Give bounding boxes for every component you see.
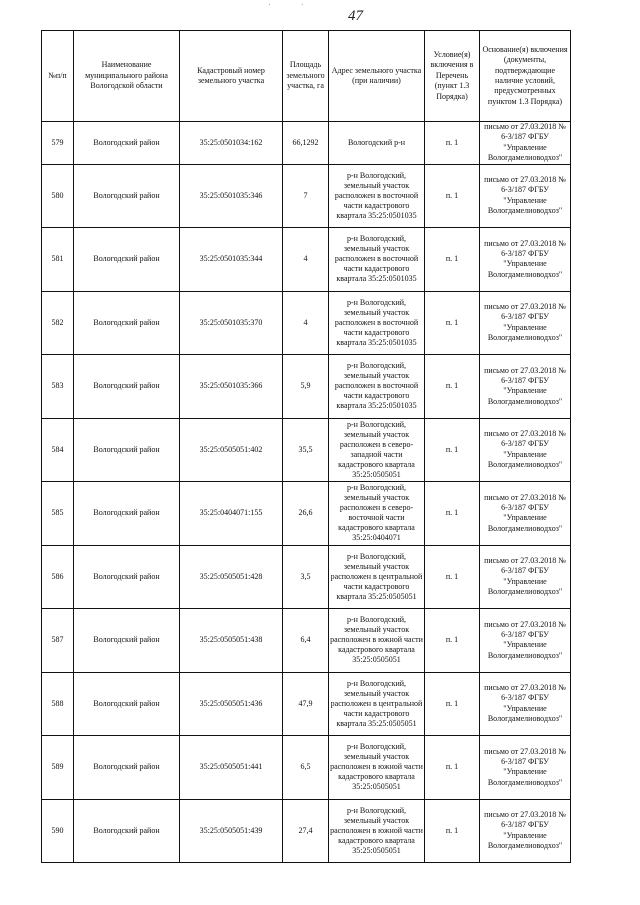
row-number: 581 xyxy=(42,228,74,292)
cadastral-number: 35:25:0505051:436 xyxy=(180,672,283,736)
row-number: 584 xyxy=(42,418,74,482)
inclusion-basis: письмо от 27.03.2018 № 6-3/187 ФГБУ "Управление Вологдамелиоводхоз" xyxy=(480,799,571,863)
inclusion-condition: п. 1 xyxy=(425,672,480,736)
inclusion-basis: письмо от 27.03.2018 № 6-3/187 ФГБУ "Управление Вологдамелиоводхоз" xyxy=(480,291,571,355)
table-row xyxy=(42,355,571,419)
header-basis: Основание(я) включения (документы, подтверждающие наличие условий, предусмотренных пунктом 1.3 Порядка) xyxy=(480,31,571,122)
cadastral-number: 35:25:0505051:439 xyxy=(180,799,283,863)
header-district: Наименование муниципального района Вологодской области xyxy=(74,31,180,122)
cadastral-number: 35:25:0505051:402 xyxy=(180,418,283,482)
district-name: Вологодский район xyxy=(74,122,180,165)
row-number: 586 xyxy=(42,545,74,609)
table-row xyxy=(42,418,571,482)
plot-area: 6,4 xyxy=(283,609,329,673)
inclusion-condition: п. 1 xyxy=(425,799,480,863)
row-number: 585 xyxy=(42,482,74,546)
inclusion-basis: письмо от 27.03.2018 № 6-3/187 ФГБУ "Управление Вологдамелиоводхоз" xyxy=(480,228,571,292)
plot-area: 6,5 xyxy=(283,736,329,800)
inclusion-basis: письмо от 27.03.2018 № 6-3/187 ФГБУ "Управление Вологдамелиоводхоз" xyxy=(480,545,571,609)
inclusion-basis: письмо от 27.03.2018 № 6-3/187 ФГБУ "Управление Вологдамелиоводхоз" xyxy=(480,355,571,419)
header-cadastral: Кадастровый номер земельного участка xyxy=(180,31,283,122)
plot-area: 7 xyxy=(283,164,329,228)
cadastral-number: 35:25:0501035:370 xyxy=(180,291,283,355)
inclusion-condition: п. 1 xyxy=(425,736,480,800)
table-row xyxy=(42,545,571,609)
page-number: 47 xyxy=(348,8,363,24)
header-num: №п/п xyxy=(42,31,74,122)
district-name: Вологодский район xyxy=(74,672,180,736)
table-row xyxy=(42,609,571,673)
district-name: Вологодский район xyxy=(74,418,180,482)
table-row xyxy=(42,122,571,165)
district-name: Вологодский район xyxy=(74,164,180,228)
plot-area: 5,9 xyxy=(283,355,329,419)
plot-address: р-н Вологодский, земельный участок расположен в центральной части кадастрового квартала 35:25:0505051 xyxy=(329,545,425,609)
district-name: Вологодский район xyxy=(74,482,180,546)
plot-address: р-н Вологодский, земельный участок расположен в южной части кадастрового квартала 35:25:0505051 xyxy=(329,799,425,863)
table-header xyxy=(42,31,571,122)
plot-address: р-н Вологодский, земельный участок расположен в северо-западной части кадастрового квартала 35:25:0505051 xyxy=(329,418,425,482)
row-number: 580 xyxy=(42,164,74,228)
inclusion-condition: п. 1 xyxy=(425,164,480,228)
plot-area: 26,6 xyxy=(283,482,329,546)
inclusion-condition: п. 1 xyxy=(425,609,480,673)
table-row xyxy=(42,672,571,736)
inclusion-condition: п. 1 xyxy=(425,545,480,609)
plot-address: р-н Вологодский, земельный участок расположен в южной части кадастрового квартала 35:25:0505051 xyxy=(329,736,425,800)
cadastral-number: 35:25:0505051:438 xyxy=(180,609,283,673)
inclusion-basis: письмо от 27.03.2018 № 6-3/187 ФГБУ "Управление Вологдамелиоводхоз" xyxy=(480,609,571,673)
inclusion-condition: п. 1 xyxy=(425,122,480,165)
inclusion-basis: письмо от 27.03.2018 № 6-3/187 ФГБУ "Управление Вологдамелиоводхоз" xyxy=(480,736,571,800)
plot-address: р-н Вологодский, земельный участок расположен в восточной части кадастрового квартала 35:25:0501035 xyxy=(329,228,425,292)
plot-area: 27,4 xyxy=(283,799,329,863)
cadastral-number: 35:25:0501035:346 xyxy=(180,164,283,228)
inclusion-basis: письмо от 27.03.2018 № 6-3/187 ФГБУ "Управление Вологдамелиоводхоз" xyxy=(480,418,571,482)
district-name: Вологодский район xyxy=(74,609,180,673)
district-name: Вологодский район xyxy=(74,736,180,800)
cadastral-number: 35:25:0501035:344 xyxy=(180,228,283,292)
row-number: 582 xyxy=(42,291,74,355)
plot-area: 35,5 xyxy=(283,418,329,482)
inclusion-condition: п. 1 xyxy=(425,228,480,292)
inclusion-condition: п. 1 xyxy=(425,418,480,482)
plot-area: 47,9 xyxy=(283,672,329,736)
cadastral-number: 35:25:0505051:441 xyxy=(180,736,283,800)
district-name: Вологодский район xyxy=(74,799,180,863)
inclusion-condition: п. 1 xyxy=(425,482,480,546)
plot-address: р-н Вологодский, земельный участок расположен в восточной части кадастрового квартала 35:25:0501035 xyxy=(329,355,425,419)
plot-address: р-н Вологодский, земельный участок расположен в центральной части кадастрового квартала 35:25:0505051 xyxy=(329,672,425,736)
table-row xyxy=(42,228,571,292)
plot-address: Вологодский р-н xyxy=(329,122,425,165)
row-number: 589 xyxy=(42,736,74,800)
plot-address: р-н Вологодский, земельный участок расположен в восточной части кадастрового квартала 35:25:0501035 xyxy=(329,164,425,228)
table-row xyxy=(42,799,571,863)
row-number: 590 xyxy=(42,799,74,863)
cadastral-number: 35:25:0505051:428 xyxy=(180,545,283,609)
inclusion-condition: п. 1 xyxy=(425,291,480,355)
table-row xyxy=(42,736,571,800)
table-row xyxy=(42,291,571,355)
inclusion-basis: письмо от 27.03.2018 № 6-3/187 ФГБУ "Управление Вологдамелиоводхоз" xyxy=(480,122,571,165)
row-number: 587 xyxy=(42,609,74,673)
inclusion-basis: письмо от 27.03.2018 № 6-3/187 ФГБУ "Управление Вологдамелиоводхоз" xyxy=(480,672,571,736)
plot-area: 4 xyxy=(283,228,329,292)
plot-area: 3,5 xyxy=(283,545,329,609)
cadastral-number: 35:25:0404071:155 xyxy=(180,482,283,546)
inclusion-condition: п. 1 xyxy=(425,355,480,419)
district-name: Вологодский район xyxy=(74,228,180,292)
district-name: Вологодский район xyxy=(74,355,180,419)
scan-marks: · · xyxy=(268,0,318,9)
plot-area: 66,1292 xyxy=(283,122,329,165)
plot-area: 4 xyxy=(283,291,329,355)
row-number: 583 xyxy=(42,355,74,419)
inclusion-basis: письмо от 27.03.2018 № 6-3/187 ФГБУ "Управление Вологдамелиоводхоз" xyxy=(480,164,571,228)
plot-address: р-н Вологодский, земельный участок расположен в северо-восточной части кадастрового квартала 35:25:0404071 xyxy=(329,482,425,546)
header-condition: Условие(я) включения в Перечень (пункт 1.3 Порядка) xyxy=(425,31,480,122)
district-name: Вологодский район xyxy=(74,291,180,355)
plot-address: р-н Вологодский, земельный участок расположен в южной части кадастрового квартала 35:25:0505051 xyxy=(329,609,425,673)
cadastral-number: 35:25:0501035:366 xyxy=(180,355,283,419)
cadastral-number: 35:25:0501034:162 xyxy=(180,122,283,165)
table-body xyxy=(42,122,571,863)
district-name: Вологодский район xyxy=(74,545,180,609)
row-number: 579 xyxy=(42,122,74,165)
land-plot-registry-table xyxy=(41,30,571,863)
header-address: Адрес земельного участка (при наличии) xyxy=(329,31,425,122)
header-area: Площадь земельного участка, га xyxy=(283,31,329,122)
inclusion-basis: письмо от 27.03.2018 № 6-3/187 ФГБУ "Управление Вологдамелиоводхоз" xyxy=(480,482,571,546)
plot-address: р-н Вологодский, земельный участок расположен в восточной части кадастрового квартала 35:25:0501035 xyxy=(329,291,425,355)
row-number: 588 xyxy=(42,672,74,736)
table-row xyxy=(42,164,571,228)
table-row xyxy=(42,482,571,546)
